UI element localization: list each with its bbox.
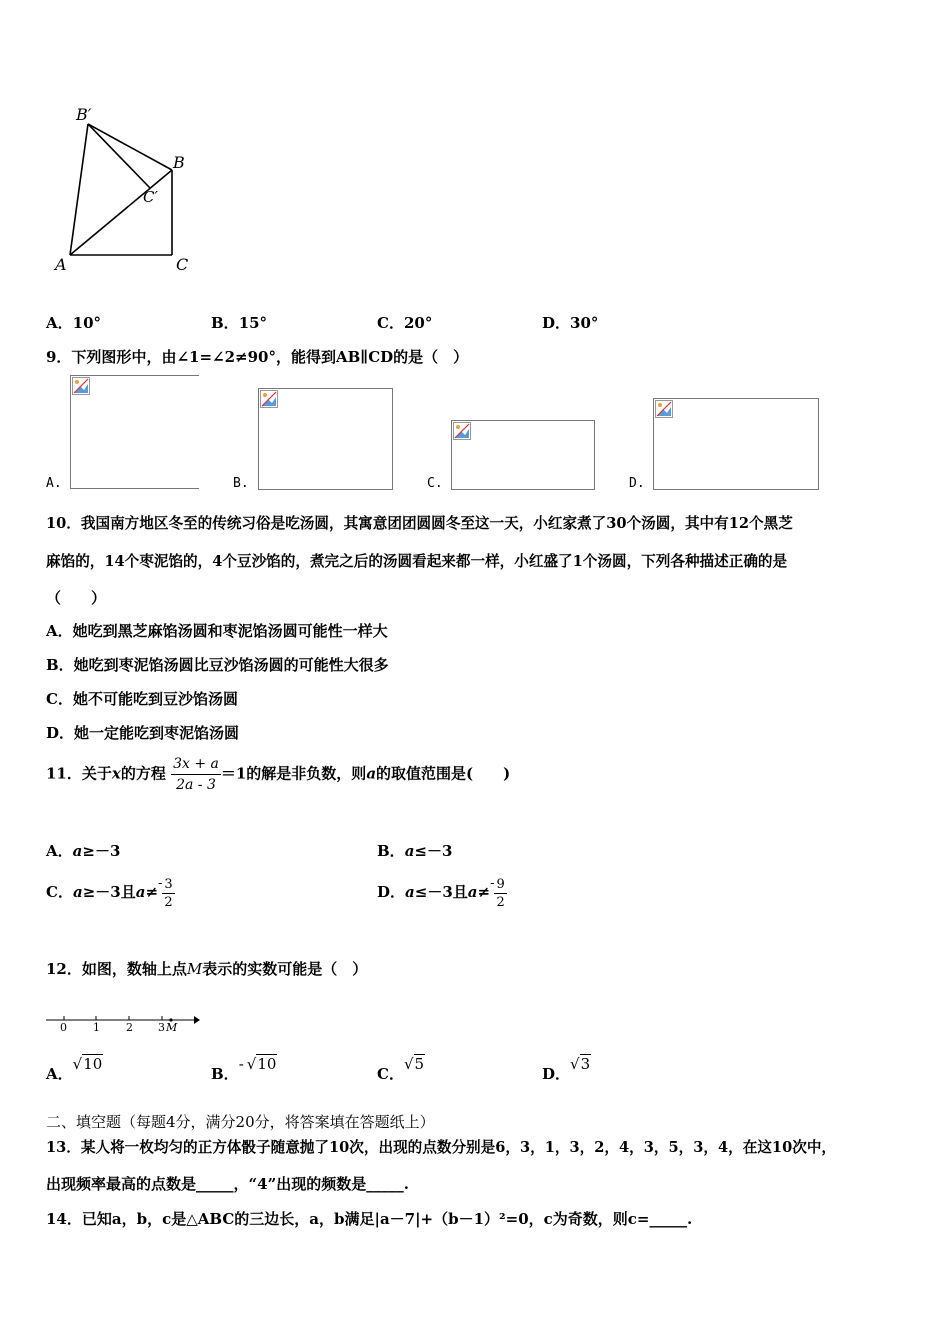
q9-option-a-image — [70, 375, 199, 489]
axis-label-3: 3 — [158, 1021, 165, 1034]
q12-option-c: C．√5 — [377, 1055, 425, 1083]
q8-option-c: C．20° — [377, 314, 433, 332]
label-b-prime: B′ — [76, 105, 92, 124]
q12-option-a: A．√10 — [46, 1055, 103, 1083]
axis-label-2: 2 — [126, 1021, 133, 1034]
q14-line1: 14．已知a，b，c是△ABC的三边长，a，b满足|a－7|+（b－1）²=0，c为奇数，则c=_____. — [46, 1210, 693, 1228]
section-heading: 二、填空题（每题4分，满分20分，将答案填在答题纸上） — [46, 1113, 435, 1131]
sqrt-symbol: √10 — [246, 1055, 277, 1073]
q9-option-c-label: C. — [427, 476, 443, 491]
q9-option-d-image — [653, 398, 819, 490]
broken-image-icon — [655, 400, 673, 418]
q11-fraction: $\frac{3x + a}{2a - 3}$ — [173, 756, 219, 793]
q10-stem-line2: 麻馅的，14个枣泥馅的，4个豆沙馅的，煮完之后的汤圆看起来都一样，小红盛了1个汤圆，下列各种描述正确的是 — [46, 553, 788, 570]
q13-line1: 13．某人将一枚均匀的正方体骰子随意抛了10次，出现的点数分别是6，3，1，3，2，4，3，5，3，4，在这10次中， — [46, 1139, 837, 1156]
axis-label-m: M — [166, 1021, 178, 1034]
q9-stem: 9．下列图形中，由∠1=∠2≠90°，能得到AB∥CD的是（ ） — [46, 348, 469, 366]
q11-stem: 11．关于x的方程 $\frac{3x + a}{2a - 3}$ ＝1的解是非负数，则a的取值范围是( ) — [46, 756, 511, 793]
label-c-prime: C′ — [143, 188, 158, 206]
q10-stem-line3: （ ） — [46, 589, 107, 607]
triangle-figure — [50, 98, 200, 278]
q10-stem-line1: 10．我国南方地区冬至的传统习俗是吃汤圆，其寓意团团圆圆冬至这一天，小红家煮了30个汤圆，其中有12个黑芝 — [46, 515, 793, 532]
broken-image-icon — [453, 422, 471, 440]
label-a: A — [55, 255, 67, 274]
label-b: B — [173, 153, 185, 172]
q8-option-b: B．15° — [211, 314, 268, 332]
axis-label-1: 1 — [93, 1021, 100, 1034]
q9-option-c-image — [451, 420, 595, 490]
q11-option-b: B．a≤－3 — [377, 842, 453, 860]
q13-line2: 出现频率最高的点数是_____，“4”出现的频数是_____. — [46, 1175, 409, 1193]
q8-option-d: D．30° — [542, 314, 599, 332]
q12-option-b: B．- √10 — [211, 1055, 277, 1083]
sqrt-symbol: √3 — [570, 1055, 591, 1073]
sqrt-symbol: √5 — [403, 1055, 425, 1073]
q9-option-b-image — [258, 388, 393, 490]
q10-option-d: D．她一定能吃到枣泥馅汤圆 — [46, 724, 240, 742]
broken-image-icon — [260, 390, 278, 408]
q12-option-d: D．√3 — [542, 1055, 591, 1083]
q10-option-b: B．她吃到枣泥馅汤圆比豆沙馅汤圆的可能性大很多 — [46, 656, 389, 674]
sqrt-symbol: √10 — [72, 1055, 103, 1073]
q8-option-a: A．10° — [46, 314, 102, 332]
axis-label-0: 0 — [60, 1021, 67, 1034]
q9-option-a-label: A. — [46, 476, 62, 491]
q9-option-d-label: D. — [629, 476, 645, 491]
q10-option-a: A．她吃到黑芝麻馅汤圆和枣泥馅汤圆可能性一样大 — [46, 622, 388, 640]
q9-option-b-label: B. — [233, 476, 249, 491]
q11-option-a: A．a≥－3 — [46, 842, 121, 860]
q11-option-d: D．a≤－3且a≠- $\frac{9}{2}$ — [377, 876, 505, 910]
broken-image-icon — [72, 377, 90, 395]
q12-stem: 12．如图，数轴上点M表示的实数可能是（ ） — [46, 960, 368, 978]
number-line — [44, 1010, 204, 1036]
q11-option-c: C．a≥－3且a≠- $\frac{3}{2}$ — [46, 876, 173, 910]
q10-option-c: C．她不可能吃到豆沙馅汤圆 — [46, 690, 238, 708]
label-c: C — [176, 255, 189, 274]
